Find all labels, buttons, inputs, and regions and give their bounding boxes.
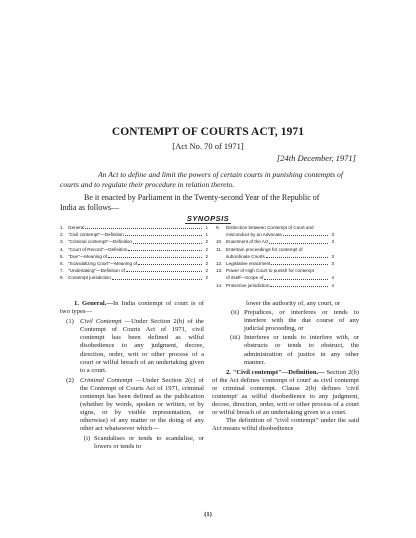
toc-page: 2 — [205, 239, 208, 245]
toc-leader — [138, 264, 202, 265]
preamble-line: An Act to define and limit the powers of certain courts in punishing contempts of — [98, 170, 343, 179]
toc-num: 10. — [216, 239, 223, 245]
toc-num: 6. — [60, 261, 64, 267]
toc-text: Entertain proceedings for contempt of — [226, 246, 303, 252]
toc-text: Distinction between Contempt of Court and — [226, 225, 314, 230]
toc-entry — [216, 224, 334, 238]
toc-text: "Criminal contempt"—Definition — [68, 239, 133, 245]
toc-page: 2 — [205, 246, 208, 252]
preamble-line: courts and to regulate their procedure in relation thereto. — [60, 179, 235, 189]
toc-text: subordinate Courts — [226, 253, 265, 259]
toc-entry — [60, 274, 208, 281]
continued-text: lower the authority of, any court, or — [246, 300, 341, 307]
toc-page: 2 — [205, 268, 208, 274]
toc-text: "Scandalizing Court"—Meaning of — [68, 261, 138, 267]
toc-leader — [266, 257, 328, 258]
toc-entry — [60, 231, 208, 238]
enact-line: India as follows— — [60, 203, 120, 212]
act-date: [24th December, 1971] — [276, 153, 356, 163]
section-heading: 2. "Civil contempt"—Definition.— — [226, 368, 325, 376]
toc-text: General — [68, 225, 85, 230]
toc-entry — [60, 224, 208, 231]
toc-page: 3 — [331, 253, 334, 259]
section-heading: 1. General.— — [74, 300, 113, 307]
list-item — [60, 377, 204, 434]
toc-num: 3. — [60, 239, 64, 245]
toc-page: 2 — [205, 253, 208, 259]
toc-num: 14. — [216, 282, 223, 288]
toc-num: 11. — [216, 246, 223, 252]
item-text: —Under Section 2(b) of the Contempt of Courts Act of 1971, civil contempt has been defined as wilful disobedience to any judgment, decree, direction, order, writ or other process of a court or wilful breach of an undertaking given to a court. — [80, 318, 204, 374]
toc-leader — [108, 257, 202, 258]
item-number: (iii) — [230, 334, 240, 342]
sub-item — [60, 435, 204, 451]
toc-leader — [126, 271, 202, 272]
toc-left-column — [60, 224, 208, 282]
toc-entry — [60, 267, 208, 274]
item-number: (1) — [66, 318, 74, 326]
toc-page: 1 — [205, 232, 208, 238]
item-number: (i) — [83, 434, 91, 442]
toc-text: misconduct by an Advocate — [226, 232, 282, 238]
item-lead: Criminal Contempt — [80, 376, 133, 384]
toc-num: 13. — [216, 268, 223, 274]
toc-entry — [216, 238, 334, 245]
toc-text: "Due"—Meaning of — [68, 253, 108, 259]
toc-leader — [133, 243, 202, 244]
item-number: (2) — [66, 376, 74, 384]
enacting-clause — [60, 193, 358, 213]
toc-leader — [128, 250, 202, 251]
toc-entry — [60, 253, 208, 260]
toc-text: Legislative enactment — [226, 261, 271, 267]
toc-num: 9. — [216, 225, 220, 230]
toc-entry — [216, 267, 334, 281]
toc-num: 4. — [60, 246, 64, 252]
sub-item — [212, 309, 359, 333]
toc-num: 7. — [60, 268, 64, 274]
toc-entry — [216, 260, 334, 267]
toc-page: 3 — [331, 261, 334, 267]
toc-leader — [264, 279, 328, 280]
toc-text: Protective jurisdiction — [226, 282, 270, 288]
toc-leader — [85, 228, 202, 229]
toc-leader — [112, 279, 202, 280]
toc-text: Power of High Court to punish for contempt — [226, 268, 315, 274]
toc-right-column — [216, 224, 334, 289]
item-text: Scandalises or tends to scandalise, or lowers or tends to — [94, 434, 204, 450]
toc-entry — [60, 246, 208, 253]
section-2 — [212, 369, 359, 418]
toc-text: of itself—Scope of — [226, 275, 264, 281]
toc-leader — [283, 235, 328, 236]
toc-page: 3 — [331, 232, 334, 238]
toc-page: 3 — [331, 239, 334, 245]
toc-page: 4 — [331, 282, 334, 288]
toc-leader — [269, 243, 328, 244]
toc-text: "Civil contempt"—Definition — [68, 232, 124, 238]
page-number: (1) — [204, 511, 212, 518]
preamble — [60, 170, 358, 189]
section-1 — [60, 300, 204, 316]
toc-entry — [60, 260, 208, 267]
toc-num: 8. — [60, 275, 64, 281]
toc-leader — [271, 264, 328, 265]
toc-text: "Court of Record"—Definition — [68, 246, 128, 252]
toc-page: 1 — [205, 225, 208, 230]
list-item — [60, 318, 204, 375]
toc-leader — [125, 235, 202, 236]
toc-entry — [216, 282, 334, 289]
toc-page: 2 — [205, 261, 208, 267]
act-title: CONTEMPT OF COURTS ACT, 1971 — [111, 126, 305, 138]
section-text: Section 2(b) of the Act defines 'contempt of court' as civil contempt or criminal contempt. Clause 2(b) defines 'civil contempt' as wilful disobedience to any judgment, decree, direction, order, writ or other process of a court or wilful breach of an undertaking given to a court. — [212, 368, 359, 417]
item-text: Prejudices, or interferes or tends to interfere with the due course of any judicial proceeding, or — [244, 309, 359, 333]
toc-num: 12. — [216, 261, 223, 267]
toc-num: 1. — [60, 225, 64, 230]
toc-text: "Undertaking"—Definition of — [68, 268, 125, 274]
toc-page: 4 — [331, 275, 334, 281]
toc-num: 5. — [60, 253, 64, 259]
toc-page: 2 — [205, 275, 208, 281]
section-text: In India contempt of — [112, 300, 172, 307]
item-lead: Civil Contempt — [80, 318, 122, 326]
body-left-column — [60, 300, 204, 451]
sub-item — [212, 334, 359, 366]
item-text: Interferes or tends to interfere with, or obstructs or tends to obstruct, the administration of justice in any other manner. — [244, 334, 359, 366]
toc-num: 2. — [60, 232, 64, 238]
toc-text: Enactment of the Act — [226, 239, 269, 245]
toc-text: Contempt jurisdiction — [68, 275, 111, 281]
section-text: court is of two types— — [60, 300, 205, 316]
toc-leader — [270, 286, 328, 287]
toc-entry — [216, 246, 334, 260]
section-2-continued: The definition of "civil contempt" under the said Act means wilful disobedience — [212, 417, 359, 433]
body-right-column — [212, 300, 359, 434]
toc-entry — [60, 238, 208, 245]
synopsis-label: SYNOPSIS — [186, 214, 230, 223]
enact-line: Be it enacted by Parliament in the Twenty-second Year of the Republic of — [84, 193, 320, 202]
act-number: [Act No. 70 of 1971] — [172, 141, 244, 151]
item-number: (ii) — [230, 309, 240, 317]
synopsis-heading — [0, 214, 416, 223]
item-text: —Under Section 2(c) of the Contempt of Courts Act of 1971, criminal contempt has been defined as the publication (whether by words, spoken or written, or by signs, or by visible representation, or otherwise) of any matter or the doing of any other act whatsoever which— — [80, 376, 204, 433]
